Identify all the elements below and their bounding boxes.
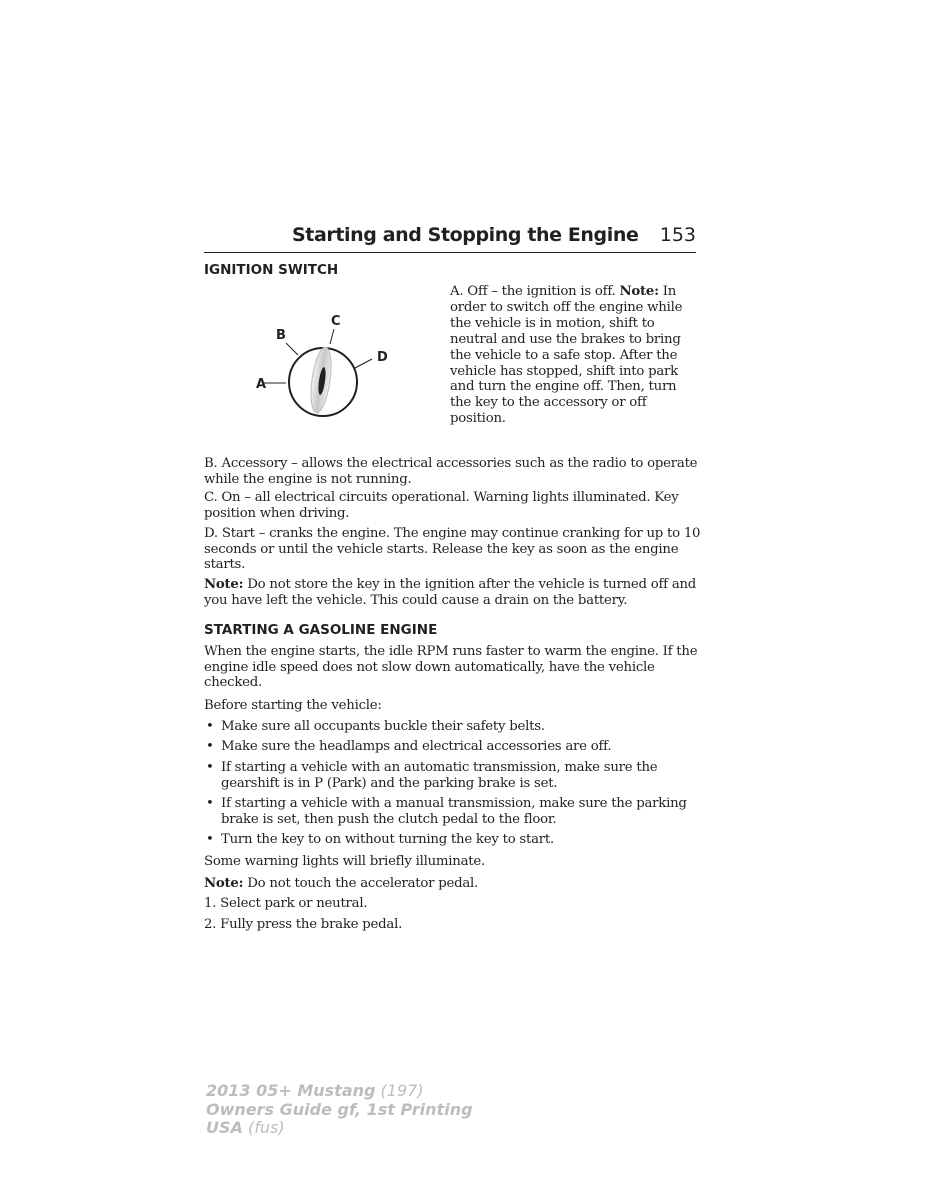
bullet-text: Make sure all occupants buckle their safety belts.: [221, 719, 545, 734]
step-item: 1. Select park or neutral.: [204, 896, 368, 911]
diagram-label-c: C: [331, 314, 341, 329]
on-description: C. On – all electrical circuits operational. Warning lights illuminated. Key position when driving.: [204, 490, 679, 521]
bullet-text: If starting a vehicle with an automatic transmission, make sure the gearshift is in P (Park) and the parking brake is set.: [221, 760, 658, 791]
ignition-switch-heading: IGNITION SWITCH: [204, 262, 339, 278]
off-note-text: In order to switch off the engine while the vehicle is in motion, shift to neutral and use the brakes to bring the vehicle to a safe stop. After the vehicle has stopped, shift into park and turn the engine off. Then, turn the key to the accessory or off position.: [450, 284, 683, 427]
off-note-label: Note:: [619, 284, 659, 299]
gasoline-engine-heading: STARTING A GASOLINE ENGINE: [204, 622, 438, 638]
bullet-text: Turn the key to on without turning the key to start.: [221, 832, 554, 847]
page-number: 153: [659, 224, 696, 246]
bullet-dot: •: [206, 760, 214, 775]
bullet-dot: •: [206, 719, 214, 734]
leader-line-c: [330, 329, 334, 344]
diagram-label-b: B: [276, 328, 286, 343]
bullet-dot: •: [206, 796, 214, 811]
accessory-description: B. Accessory – allows the electrical accessories such as the radio to operate while the engine is not running.: [204, 456, 698, 487]
step-item: 2. Fully press the brake pedal.: [204, 917, 403, 932]
accelerator-note: [204, 876, 704, 892]
ignition-note-label: Note:: [204, 577, 244, 592]
accelerator-note-text: Do not touch the accelerator pedal.: [243, 876, 479, 891]
leader-line-d: [355, 359, 372, 368]
footer-model: 2013 05+ Mustang: [206, 1081, 376, 1100]
footer-code: (197): [375, 1081, 424, 1100]
ignition-switch-diagram: [250, 305, 400, 425]
start-description: D. Start – cranks the engine. The engine may continue cranking for up to 10 seconds or until the vehicle starts. Release the key as soon as the engine starts.: [204, 526, 701, 572]
bullet-text: Make sure the headlamps and electrical accessories are off.: [221, 739, 612, 754]
bullet-text: If starting a vehicle with a manual transmission, make sure the parking brake is set, then push the clutch pedal to the floor.: [221, 796, 687, 827]
leader-line-b: [286, 343, 298, 355]
warning-lights-text: Some warning lights will briefly illuminate.: [204, 854, 485, 869]
print-footer: [206, 1082, 473, 1138]
off-position-description: [450, 284, 700, 427]
bullet-dot: •: [206, 739, 214, 754]
footer-printing: Owners Guide gf, 1st Printing: [206, 1099, 473, 1119]
footer-line-1: [206, 1082, 473, 1101]
ignition-note-text: Do not store the key in the ignition after the vehicle is turned off and you have left the vehicle. This could cause a drain on the battery.: [204, 577, 697, 608]
gasoline-intro: When the engine starts, the idle RPM runs faster to warm the engine. If the engine idle speed does not slow down automatically, have the vehicle checked.: [204, 644, 698, 690]
page-title: Starting and Stopping the Engine: [292, 224, 639, 246]
bullet-dot: •: [206, 832, 214, 847]
diagram-label-a: A: [256, 377, 267, 392]
footer-line-3: [206, 1119, 473, 1138]
footer-market-code: (fus): [242, 1118, 285, 1137]
accelerator-note-label: Note:: [204, 876, 244, 891]
before-starting-text: Before starting the vehicle:: [204, 698, 382, 713]
off-text: A. Off – the ignition is off.: [450, 284, 620, 299]
footer-line-2: [206, 1101, 473, 1120]
ignition-switch-illustration: [250, 305, 400, 425]
ignition-note: [204, 577, 704, 608]
footer-market: USA: [206, 1118, 243, 1137]
diagram-label-d: D: [377, 350, 388, 365]
page-header: [204, 224, 696, 253]
